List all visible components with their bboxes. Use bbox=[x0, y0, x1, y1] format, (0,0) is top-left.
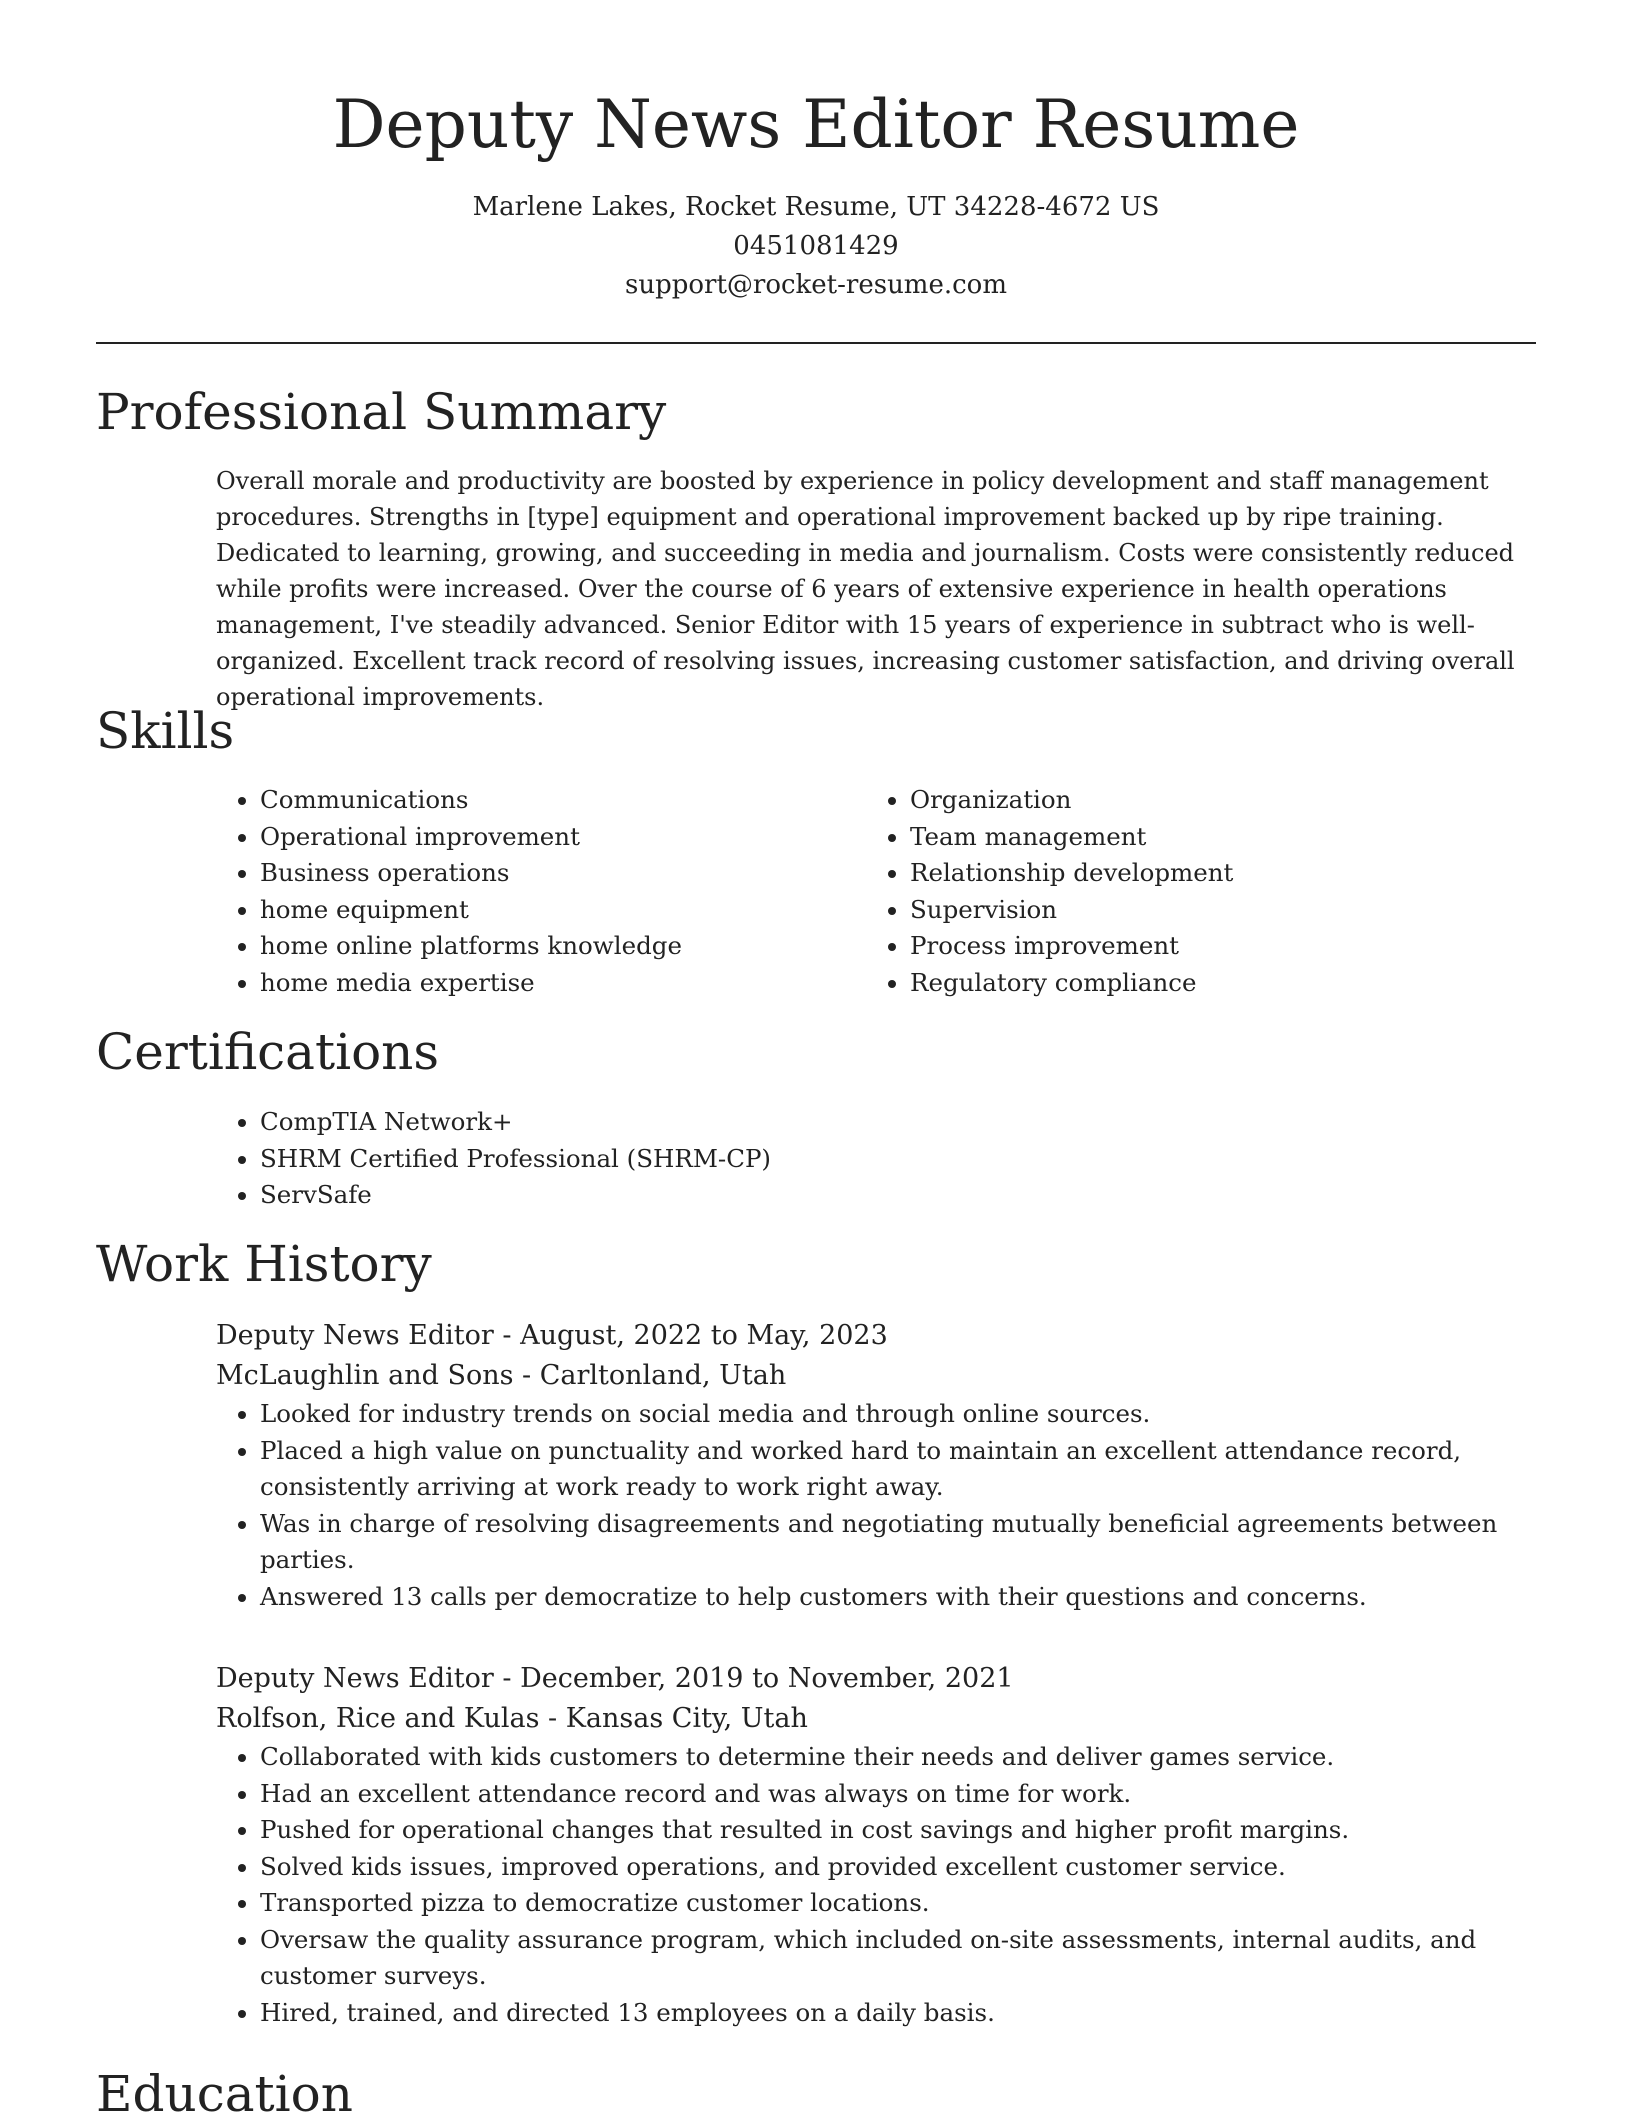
list-item: • Organization bbox=[910, 782, 1516, 819]
section-title-skills: Skills bbox=[96, 702, 235, 760]
list-item: • Team management bbox=[910, 819, 1516, 856]
contact-phone: 0451081429 bbox=[733, 231, 899, 261]
list-item: • ServSafe bbox=[260, 1177, 1536, 1214]
job-entry bbox=[216, 1659, 1536, 2031]
list-item: • Was in charge of resolving disagreements and negotiating mutually beneficial agreements between parties. bbox=[260, 1506, 1536, 1579]
list-item: • CompTIA Network+ bbox=[260, 1104, 1536, 1141]
list-item: • Relationship development bbox=[910, 855, 1516, 892]
resume-title: Deputy News Editor Resume bbox=[332, 86, 1300, 163]
list-item: • Pushed for operational changes that resulted in cost savings and higher profit margins. bbox=[260, 1812, 1536, 1849]
list-item: • Collaborated with kids customers to determine their needs and deliver games service. bbox=[260, 1739, 1536, 1776]
contact-email: support@rocket-resume.com bbox=[624, 270, 1007, 300]
job-title: Deputy News Editor bbox=[216, 1320, 494, 1351]
skills-column-left bbox=[216, 782, 866, 1001]
job-dates: August, 2022 to May, 2023 bbox=[520, 1320, 888, 1351]
job-dates: December, 2019 to November, 2021 bbox=[520, 1663, 1014, 1694]
section-title-certifications: Certifications bbox=[96, 1023, 440, 1081]
job-bullets bbox=[216, 1396, 1536, 1615]
list-item: • SHRM Certified Professional (SHRM-CP) bbox=[260, 1141, 1536, 1178]
list-item: • home media expertise bbox=[260, 965, 866, 1002]
list-item: • Oversaw the quality assurance program, which included on-site assessments, internal audits, and customer surveys. bbox=[260, 1922, 1536, 1995]
list-item: • Process improvement bbox=[910, 928, 1516, 965]
job-bullets bbox=[216, 1739, 1536, 2031]
certifications-block bbox=[216, 1104, 1536, 1214]
contact-address: Marlene Lakes, Rocket Resume, UT 34228-4672 US bbox=[472, 192, 1160, 222]
job-company: McLaughlin and Sons bbox=[216, 1360, 514, 1391]
skills-right-list bbox=[866, 782, 1516, 1001]
job-location: Kansas City, Utah bbox=[565, 1703, 808, 1734]
list-item: • Solved kids issues, improved operations, and provided excellent customer service. bbox=[260, 1849, 1536, 1886]
section-title-work-history: Work History bbox=[96, 1235, 432, 1293]
job-title-line: Deputy News Editor - August, 2022 to May, 2023 bbox=[216, 1320, 888, 1351]
list-item: • Answered 13 calls per democratize to help customers with their questions and concerns. bbox=[260, 1579, 1536, 1616]
skills-left-list bbox=[216, 782, 866, 1001]
job-company: Rolfson, Rice and Kulas bbox=[216, 1703, 540, 1734]
certifications-list bbox=[216, 1104, 1536, 1214]
section-title-education: Education bbox=[96, 2065, 353, 2123]
job-entry bbox=[216, 1316, 1536, 1615]
list-item: • home online platforms knowledge bbox=[260, 928, 866, 965]
list-item: • Regulatory compliance bbox=[910, 965, 1516, 1002]
header-divider bbox=[96, 342, 1536, 344]
list-item: • Had an excellent attendance record and was always on time for work. bbox=[260, 1776, 1536, 1813]
summary-text: Overall morale and productivity are boosted by experience in policy development and staff management procedures. Strengths in [type] equipment and operational improvement backed up by ripe training. Dedicated to learning, growing, and succeeding in media and journalism. Costs were consistently reduced while profits were increased. Over the course of 6 years of extensive experience in health operations management, I've steadily advanced. Senior Editor with 15 years of experience in subtract who is well-organized. Excellent track record of resolving issues, increasing customer satisfaction, and driving overall operational improvements. bbox=[216, 467, 1515, 711]
section-title-summary: Professional Summary bbox=[96, 383, 667, 441]
job-company-line: Rolfson, Rice and Kulas - Kansas City, Utah bbox=[216, 1703, 808, 1734]
contact-info bbox=[96, 188, 1536, 305]
list-item: • Business operations bbox=[260, 855, 866, 892]
list-item: • Communications bbox=[260, 782, 866, 819]
skills-list bbox=[216, 782, 1536, 1001]
resume-header bbox=[96, 80, 1536, 305]
skills-column-right bbox=[866, 782, 1516, 1001]
job-title: Deputy News Editor bbox=[216, 1663, 494, 1694]
list-item: • Supervision bbox=[910, 892, 1516, 929]
list-item: • Placed a high value on punctuality and worked hard to maintain an excellent attendance record, consistently arriving at work ready to work right away. bbox=[260, 1433, 1536, 1506]
list-item: • home equipment bbox=[260, 892, 866, 929]
list-item: • Transported pizza to democratize customer locations. bbox=[260, 1885, 1536, 1922]
job-title-line: Deputy News Editor - December, 2019 to November, 2021 bbox=[216, 1663, 1014, 1694]
list-item: • Looked for industry trends on social media and through online sources. bbox=[260, 1396, 1536, 1433]
list-item: • Hired, trained, and directed 13 employees on a daily basis. bbox=[260, 1995, 1536, 2032]
job-location: Carltonland, Utah bbox=[539, 1360, 787, 1391]
job-company-line: McLaughlin and Sons - Carltonland, Utah bbox=[216, 1360, 787, 1391]
list-item: • Operational improvement bbox=[260, 819, 866, 856]
